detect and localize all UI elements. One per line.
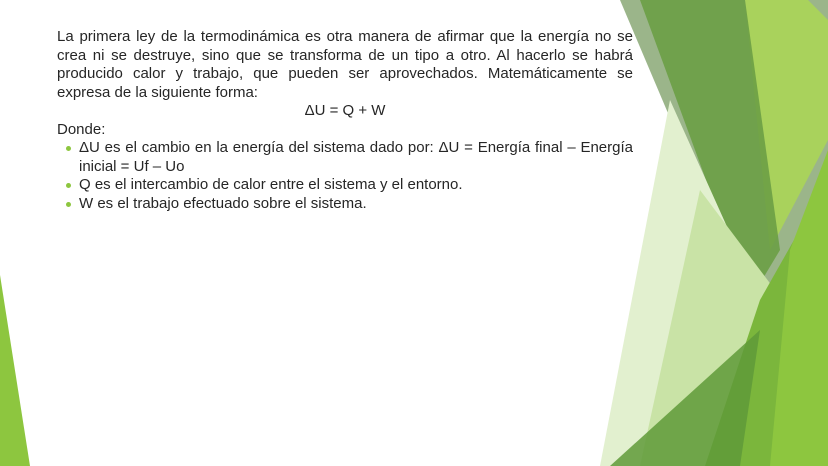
list-item xyxy=(57,195,633,214)
left-edge-facet xyxy=(0,275,30,466)
bullet-dot-icon xyxy=(66,183,71,188)
bullet-text: ΔU es el cambio en la energía del sistema dado por: ΔU = Energía final – Energía inicial = Uf – Uo xyxy=(79,139,633,175)
bullet-dot-icon xyxy=(66,202,71,207)
bullet-text: Q es el intercambio de calor entre el sistema y el entorno. xyxy=(79,176,463,193)
definitions-list xyxy=(57,139,633,213)
intro-paragraph: La primera ley de la termodinámica es otra manera de afirmar que la energía no se crea ni se destruye, sino que se transforma de un tipo a otro. Al hacerlo se habrá producido calor y trabajo, que pueden ser aprovechados. Matemáticamente se expresa de la siguiente forma: xyxy=(57,28,633,101)
list-item xyxy=(57,139,633,176)
bullet-dot-icon xyxy=(66,146,71,151)
first-law-formula: ΔU = Q + W xyxy=(304,102,386,119)
donde-label: Donde: xyxy=(57,120,106,138)
bullet-text: W es el trabajo efectuado sobre el sistema. xyxy=(79,194,367,212)
list-item xyxy=(57,176,633,195)
slide-body xyxy=(57,28,633,213)
